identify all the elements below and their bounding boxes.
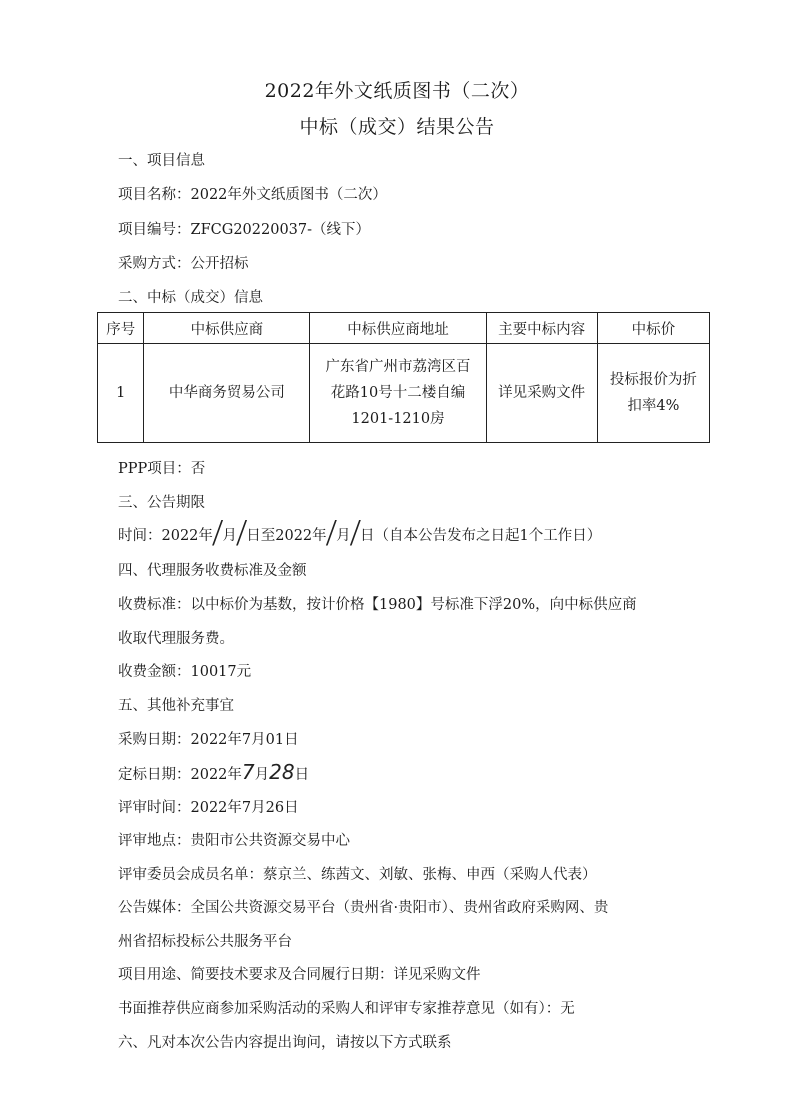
ppp-project: PPP项目：否: [118, 461, 206, 477]
section4-heading: 四、代理服务收费标准及金额: [118, 563, 307, 579]
address-line1: 广东省广州市荔湾区百: [325, 359, 471, 375]
fee-standard-line1: 收费标准：以中标价为基数，按计价格【1980】号标准下浮20%，向中标供应商: [118, 597, 637, 613]
document-title-line1: 2022年外文纸质图书（二次）: [264, 80, 530, 102]
cell-no: 1: [98, 344, 144, 443]
award-date-mid: 月: [254, 767, 270, 783]
award-date-suffix: 日: [294, 767, 310, 783]
header-supplier: 中标供应商: [144, 313, 310, 344]
header-content: 主要中标内容: [486, 313, 597, 344]
purchase-date: 采购日期：2022年7月01日: [118, 732, 299, 748]
cell-content: 详见采购文件: [486, 344, 597, 443]
award-table: [97, 312, 710, 443]
fee-standard-line2: 收取代理服务费。: [118, 631, 234, 647]
procurement-method: 采购方式：公开招标: [118, 256, 249, 272]
section3-heading: 三、公告期限: [118, 495, 205, 511]
period-prefix: 时间：2022年: [118, 528, 213, 544]
cell-price: [597, 344, 709, 443]
address-line3: 1201-1210房: [351, 411, 445, 427]
section6-heading: 六、凡对本次公告内容提出询问，请按以下方式联系: [118, 1035, 452, 1051]
cell-address: [310, 344, 486, 443]
award-date-month-handwritten: 7: [241, 760, 255, 784]
header-address: 中标供应商地址: [310, 313, 486, 344]
address-line2: 花路10号十二楼自编: [330, 385, 466, 401]
header-no: 序号: [98, 313, 144, 344]
table-row: [98, 344, 710, 443]
table-header-row: [98, 313, 710, 344]
handwritten-slash-mark: /: [327, 515, 336, 551]
handwritten-slash-mark: /: [237, 515, 246, 551]
header-price: 中标价: [597, 313, 709, 344]
document-title-line2: 中标（成交）结果公告: [299, 116, 495, 138]
award-date: [118, 760, 309, 784]
period-month2: 月: [336, 528, 351, 544]
section5-heading: 五、其他补充事宜: [118, 698, 234, 714]
announcement-period: [118, 515, 602, 551]
period-month1: 月: [222, 528, 237, 544]
project-usage: 项目用途、简要技术要求及合同履行日期：详见采购文件: [118, 967, 481, 983]
handwritten-slash-mark: /: [351, 515, 359, 551]
section2-heading: 二、中标（成交）信息: [118, 290, 263, 306]
media-line1: 公告媒体：全国公共资源交易平台（贵州省·贵阳市）、贵州省政府采购网、贵: [118, 900, 609, 916]
handwritten-slash-mark: /: [213, 515, 222, 551]
award-date-day-handwritten: 28: [269, 760, 295, 784]
recommendation: 书面推荐供应商参加采购活动的采购人和评审专家推荐意见（如有）：无: [118, 1001, 575, 1017]
price-line1: 投标报价为折: [609, 372, 697, 388]
fee-amount: 收费金额：10017元: [118, 664, 252, 680]
section1-heading: 一、项目信息: [118, 153, 205, 169]
committee-members: 评审委员会成员名单：蔡京兰、练茜文、刘敏、张梅、申西（采购人代表）: [118, 867, 597, 883]
review-time: 评审时间：2022年7月26日: [118, 800, 299, 816]
price-line2: 扣率4%: [627, 398, 680, 414]
project-number: 项目编号：ZFCG20220037-（线下）: [118, 222, 371, 238]
award-date-prefix: 定标日期：2022年: [118, 767, 242, 783]
period-suffix: 日（自本公告发布之日起1个工作日）: [360, 528, 602, 544]
review-place: 评审地点：贵阳市公共资源交易中心: [118, 833, 350, 849]
cell-supplier: 中华商务贸易公司: [144, 344, 310, 443]
project-name: 项目名称：2022年外文纸质图书（二次）: [118, 187, 387, 203]
period-day1: 日至2022年: [246, 528, 327, 544]
media-line2: 州省招标投标公共服务平台: [118, 934, 292, 950]
